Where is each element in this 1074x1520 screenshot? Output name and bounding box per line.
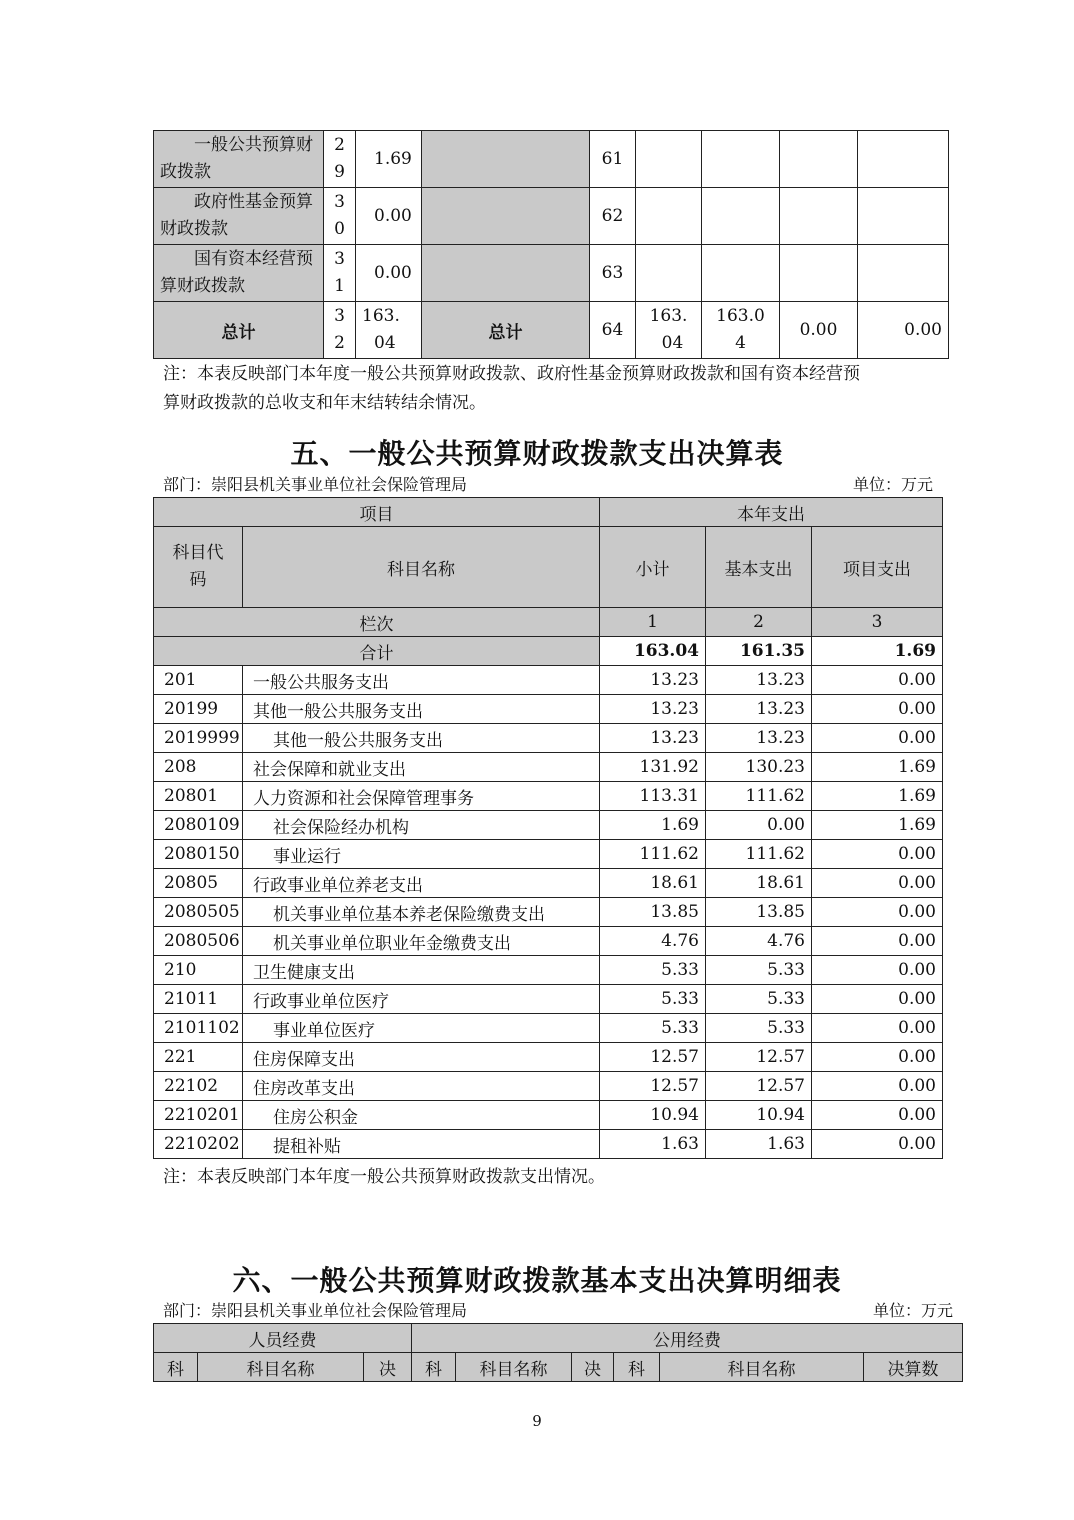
row-code: 2080109 (154, 811, 243, 840)
total-project: 1.69 (812, 637, 943, 666)
header-code: 科目代码 (154, 527, 243, 608)
table-row (154, 956, 943, 985)
row-project: 1.69 (812, 811, 943, 840)
row-project: 0.00 (812, 927, 943, 956)
row-project: 0.00 (812, 869, 943, 898)
row-code: 2210202 (154, 1130, 243, 1159)
header-name-1: 科目名称 (198, 1353, 364, 1382)
row-basic: 111.62 (706, 840, 812, 869)
row-name: 一般公共服务支出 (243, 666, 600, 695)
row-project: 1.69 (812, 753, 943, 782)
table-row (154, 1101, 943, 1130)
section6-meta (163, 1298, 953, 1320)
row-code: 221 (154, 1043, 243, 1072)
table-row (154, 1072, 943, 1101)
table-row (154, 782, 943, 811)
row-code: 2080150 (154, 840, 243, 869)
header-jue-1: 决 (364, 1353, 412, 1382)
header-ke-3: 科 (614, 1353, 660, 1382)
header-subtotal: 小计 (600, 527, 706, 608)
row-project: 0.00 (812, 1130, 943, 1159)
row-subtotal: 1.63 (600, 1130, 706, 1159)
row-subtotal: 131.92 (600, 753, 706, 782)
fund-summary-table (153, 130, 949, 359)
row-code: 210 (154, 956, 243, 985)
row-name: 人力资源和社会保障管理事务 (243, 782, 600, 811)
fund-total-right-label: 总计 (422, 302, 590, 359)
header-col2: 2 (706, 608, 812, 637)
fund-total-c3: 0.00 (780, 302, 858, 359)
fund-no: 3 1 (324, 245, 356, 302)
fund-total-row (154, 302, 949, 359)
fund-blank (422, 245, 590, 302)
row-basic: 4.76 (706, 927, 812, 956)
table-row (154, 1043, 943, 1072)
table-row (154, 869, 943, 898)
fund-no: 2 9 (324, 131, 356, 188)
row-project: 0.00 (812, 956, 943, 985)
section5-meta (163, 472, 933, 494)
table-row (154, 1130, 943, 1159)
section5-dept: 部门：崇阳县机关事业单位社会保险管理局 (163, 475, 468, 494)
total-basic: 161.35 (706, 637, 812, 666)
row-basic: 12.57 (706, 1043, 812, 1072)
row-name: 提租补贴 (243, 1130, 600, 1159)
row-subtotal: 1.69 (600, 811, 706, 840)
basic-expenditure-detail-table (153, 1323, 963, 1382)
fund-row (154, 245, 949, 302)
row-subtotal: 13.23 (600, 666, 706, 695)
fund-total-label: 总计 (154, 302, 324, 359)
section5-unit: 单位：万元 (852, 475, 933, 494)
row-code: 201 (154, 666, 243, 695)
fund-cell (636, 188, 702, 245)
row-subtotal: 12.57 (600, 1072, 706, 1101)
row-subtotal: 5.33 (600, 956, 706, 985)
row-project: 0.00 (812, 1072, 943, 1101)
row-code: 208 (154, 753, 243, 782)
fund-cell (858, 188, 949, 245)
row-subtotal: 18.61 (600, 869, 706, 898)
row-name: 行政事业单位养老支出 (243, 869, 600, 898)
row-subtotal: 5.33 (600, 985, 706, 1014)
row-subtotal: 111.62 (600, 840, 706, 869)
header-personnel: 人员经费 (154, 1324, 412, 1353)
fund-cell (636, 131, 702, 188)
row-basic: 13.85 (706, 898, 812, 927)
table-row (154, 724, 943, 753)
fund-total-right-no: 64 (590, 302, 636, 359)
row-code: 22102 (154, 1072, 243, 1101)
row-name: 行政事业单位医疗 (243, 985, 600, 1014)
row-subtotal: 13.85 (600, 898, 706, 927)
row-name: 机关事业单位职业年金缴费支出 (243, 927, 600, 956)
row-subtotal: 10.94 (600, 1101, 706, 1130)
header-basic: 基本支出 (706, 527, 812, 608)
table1-note: 注：本表反映部门本年度一般公共预算财政拨款、政府性基金预算财政拨款和国有资本经营预算财政拨款的总收支和年末结转结余情况。 (163, 364, 860, 413)
header-name: 科目名称 (243, 527, 600, 608)
fund-right-no: 61 (590, 131, 636, 188)
fund-right-no: 62 (590, 188, 636, 245)
row-name: 住房改革支出 (243, 1072, 600, 1101)
section6-dept: 部门：崇阳县机关事业单位社会保险管理局 (163, 1301, 468, 1320)
header-project: 项目 (154, 498, 600, 527)
row-name: 其他一般公共服务支出 (243, 695, 600, 724)
table-row (154, 898, 943, 927)
fund-label: 一般公共预算财政拨款 (154, 131, 324, 188)
row-project: 0.00 (812, 898, 943, 927)
row-code: 2080506 (154, 927, 243, 956)
fund-cell (780, 245, 858, 302)
fund-cell (780, 131, 858, 188)
fund-value: 0.00 (356, 245, 422, 302)
row-basic: 13.23 (706, 724, 812, 753)
fund-blank (422, 131, 590, 188)
header-amount: 决算数 (864, 1353, 963, 1382)
row-code: 2210201 (154, 1101, 243, 1130)
row-name: 社会保障和就业支出 (243, 753, 600, 782)
table-row (154, 695, 943, 724)
row-basic: 10.94 (706, 1101, 812, 1130)
table-row (154, 985, 943, 1014)
fund-total-value: 163. 04 (356, 302, 422, 359)
row-basic: 1.63 (706, 1130, 812, 1159)
table-row (154, 811, 943, 840)
fund-cell (858, 131, 949, 188)
header-column-no: 栏次 (154, 608, 600, 637)
section5-title: 五、一般公共预算财政拨款支出决算表 (290, 437, 784, 470)
fund-total-no: 3 2 (324, 302, 356, 359)
header-ke-2: 科 (412, 1353, 456, 1382)
row-name: 卫生健康支出 (243, 956, 600, 985)
row-basic: 12.57 (706, 1072, 812, 1101)
row-name: 住房公积金 (243, 1101, 600, 1130)
fund-label: 国有资本经营预算财政拨款 (154, 245, 324, 302)
row-name: 住房保障支出 (243, 1043, 600, 1072)
header-public: 公用经费 (412, 1324, 963, 1353)
row-basic: 5.33 (706, 1014, 812, 1043)
header-col3: 3 (812, 608, 943, 637)
fund-right-no: 63 (590, 245, 636, 302)
row-name: 事业运行 (243, 840, 600, 869)
table-row (154, 840, 943, 869)
row-subtotal: 13.23 (600, 724, 706, 753)
row-project: 0.00 (812, 666, 943, 695)
fund-total-c4: 0.00 (858, 302, 949, 359)
table-row (154, 666, 943, 695)
fund-cell (702, 188, 780, 245)
row-code: 20199 (154, 695, 243, 724)
section6-unit: 单位：万元 (872, 1301, 953, 1320)
table-row (154, 927, 943, 956)
fund-row (154, 131, 949, 188)
row-project: 0.00 (812, 724, 943, 753)
row-basic: 13.23 (706, 666, 812, 695)
row-code: 20805 (154, 869, 243, 898)
row-project: 0.00 (812, 1014, 943, 1043)
row-subtotal: 13.23 (600, 695, 706, 724)
row-basic: 0.00 (706, 811, 812, 840)
row-project: 0.00 (812, 840, 943, 869)
total-subtotal: 163.04 (600, 637, 706, 666)
row-code: 21011 (154, 985, 243, 1014)
header-ke-1: 科 (154, 1353, 198, 1382)
row-code: 2080505 (154, 898, 243, 927)
fund-no: 3 0 (324, 188, 356, 245)
row-basic: 18.61 (706, 869, 812, 898)
row-subtotal: 4.76 (600, 927, 706, 956)
row-name: 事业单位医疗 (243, 1014, 600, 1043)
row-basic: 130.23 (706, 753, 812, 782)
page-number: 9 (532, 1412, 542, 1430)
row-project: 0.00 (812, 985, 943, 1014)
fund-cell (858, 245, 949, 302)
row-project: 1.69 (812, 782, 943, 811)
fund-row (154, 188, 949, 245)
header-project-exp: 项目支出 (812, 527, 943, 608)
row-project: 0.00 (812, 1043, 943, 1072)
fund-cell (636, 245, 702, 302)
table-row (154, 753, 943, 782)
fund-label: 政府性基金预算财政拨款 (154, 188, 324, 245)
row-subtotal: 113.31 (600, 782, 706, 811)
section5-note: 注：本表反映部门本年度一般公共预算财政拨款支出情况。 (163, 1167, 605, 1187)
row-basic: 5.33 (706, 985, 812, 1014)
header-col1: 1 (600, 608, 706, 637)
fund-blank (422, 188, 590, 245)
fund-value: 0.00 (356, 188, 422, 245)
fund-cell (780, 188, 858, 245)
header-name-3: 科目名称 (660, 1353, 864, 1382)
expenditure-table (153, 497, 943, 1159)
fund-value: 1.69 (356, 131, 422, 188)
section6-title: 六、一般公共预算财政拨款基本支出决算明细表 (232, 1264, 842, 1297)
fund-total-c1: 163. 04 (636, 302, 702, 359)
row-name: 其他一般公共服务支出 (243, 724, 600, 753)
table-row (154, 1014, 943, 1043)
row-project: 0.00 (812, 695, 943, 724)
header-jue-2: 决 (572, 1353, 614, 1382)
header-this-year: 本年支出 (600, 498, 943, 527)
header-name-2: 科目名称 (456, 1353, 572, 1382)
row-code: 2101102 (154, 1014, 243, 1043)
row-basic: 13.23 (706, 695, 812, 724)
row-project: 0.00 (812, 1101, 943, 1130)
row-name: 机关事业单位基本养老保险缴费支出 (243, 898, 600, 927)
row-subtotal: 12.57 (600, 1043, 706, 1072)
row-code: 2019999 (154, 724, 243, 753)
fund-total-c2: 163.0 4 (702, 302, 780, 359)
row-basic: 111.62 (706, 782, 812, 811)
row-basic: 5.33 (706, 956, 812, 985)
row-name: 社会保险经办机构 (243, 811, 600, 840)
row-subtotal: 5.33 (600, 1014, 706, 1043)
row-code: 20801 (154, 782, 243, 811)
fund-cell (702, 131, 780, 188)
total-label: 合计 (154, 637, 600, 666)
fund-cell (702, 245, 780, 302)
